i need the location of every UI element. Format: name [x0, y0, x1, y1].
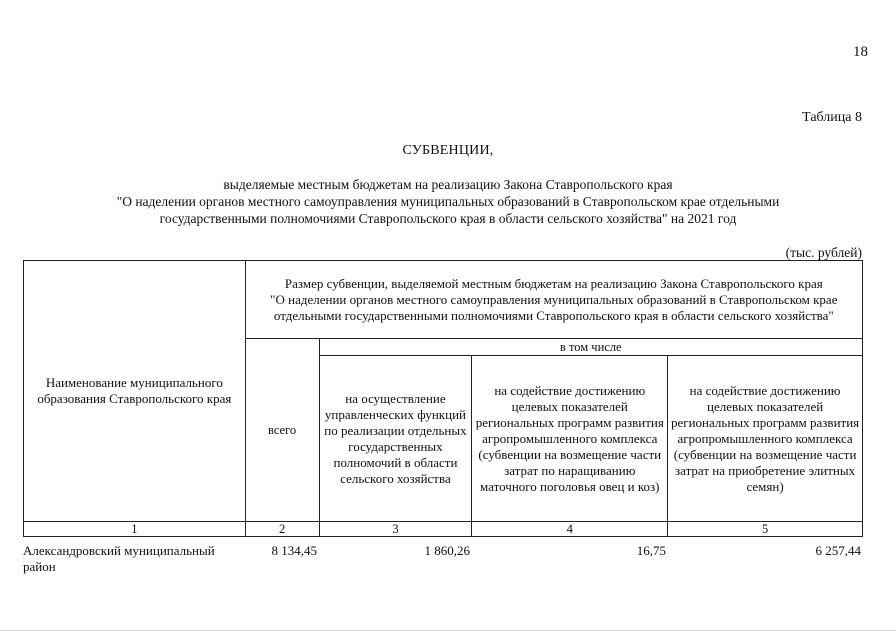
- value-management-functions: 1 860,26: [424, 543, 470, 558]
- subvention-table: [23, 260, 863, 537]
- group-header-line: Размер субвенции, выделяемой местным бюджетам на реализацию Закона Ставропольского края: [284, 275, 823, 291]
- table-label: Таблица 8: [802, 110, 862, 125]
- page-number: 18: [853, 44, 868, 60]
- header-subvention-size: [245, 261, 862, 339]
- header-total: всего: [245, 339, 319, 522]
- page-bottom-edge: [0, 630, 896, 631]
- column-number: 1: [24, 522, 246, 537]
- header-elite-seeds: на содействие достижению целевых показателей региональных программ развития агропромышленного комплекса (субвенции на возмещение части затрат на приобретение элитных семян): [668, 356, 863, 522]
- subtitle-line: государственными полномочиями Ставропольского края в области сельского хозяйства" на 2021 год: [159, 211, 737, 226]
- group-header-line: "О наделении органов местного самоуправления муниципальных образований в Ставропольском крае: [270, 291, 838, 307]
- header-sheep-goat-breeding: на содействие достижению целевых показателей региональных программ развития агропромышленного комплекса (субвенции на возмещение части затрат по наращиванию маточного поголовья овец и коз): [472, 356, 668, 522]
- municipality-name: Александровский муниципальный район: [23, 543, 215, 574]
- header-management-functions: на осуществление управленческих функций по реализации отдельных государственных полномочий в области сельского хозяйства: [319, 356, 472, 522]
- group-header-line: отдельными государственными полномочиями Ставропольского края в области сельского хозяйства": [273, 307, 834, 323]
- column-number: 4: [472, 522, 668, 537]
- column-number: 5: [668, 522, 863, 537]
- value-elite-seeds: 6 257,44: [815, 543, 861, 558]
- value-total: 8 134,45: [271, 543, 317, 558]
- document-title: СУБВЕНЦИИ,: [402, 143, 494, 158]
- subtitle-line: "О наделении органов местного самоуправления муниципальных образований в Ставропольском крае отдельными: [116, 194, 780, 209]
- header-municipality: Наименование муниципального образования Ставропольского края: [24, 261, 246, 522]
- column-number: 2: [245, 522, 319, 537]
- column-number: 3: [319, 522, 472, 537]
- units-label: (тыс. рублей): [785, 245, 862, 260]
- header-including: в том числе: [319, 339, 862, 356]
- value-sheep-goat-breeding: 16,75: [636, 543, 666, 558]
- subtitle-line: выделяемые местным бюджетам на реализацию Закона Ставропольского края: [223, 177, 673, 192]
- document-subtitle: [0, 176, 896, 227]
